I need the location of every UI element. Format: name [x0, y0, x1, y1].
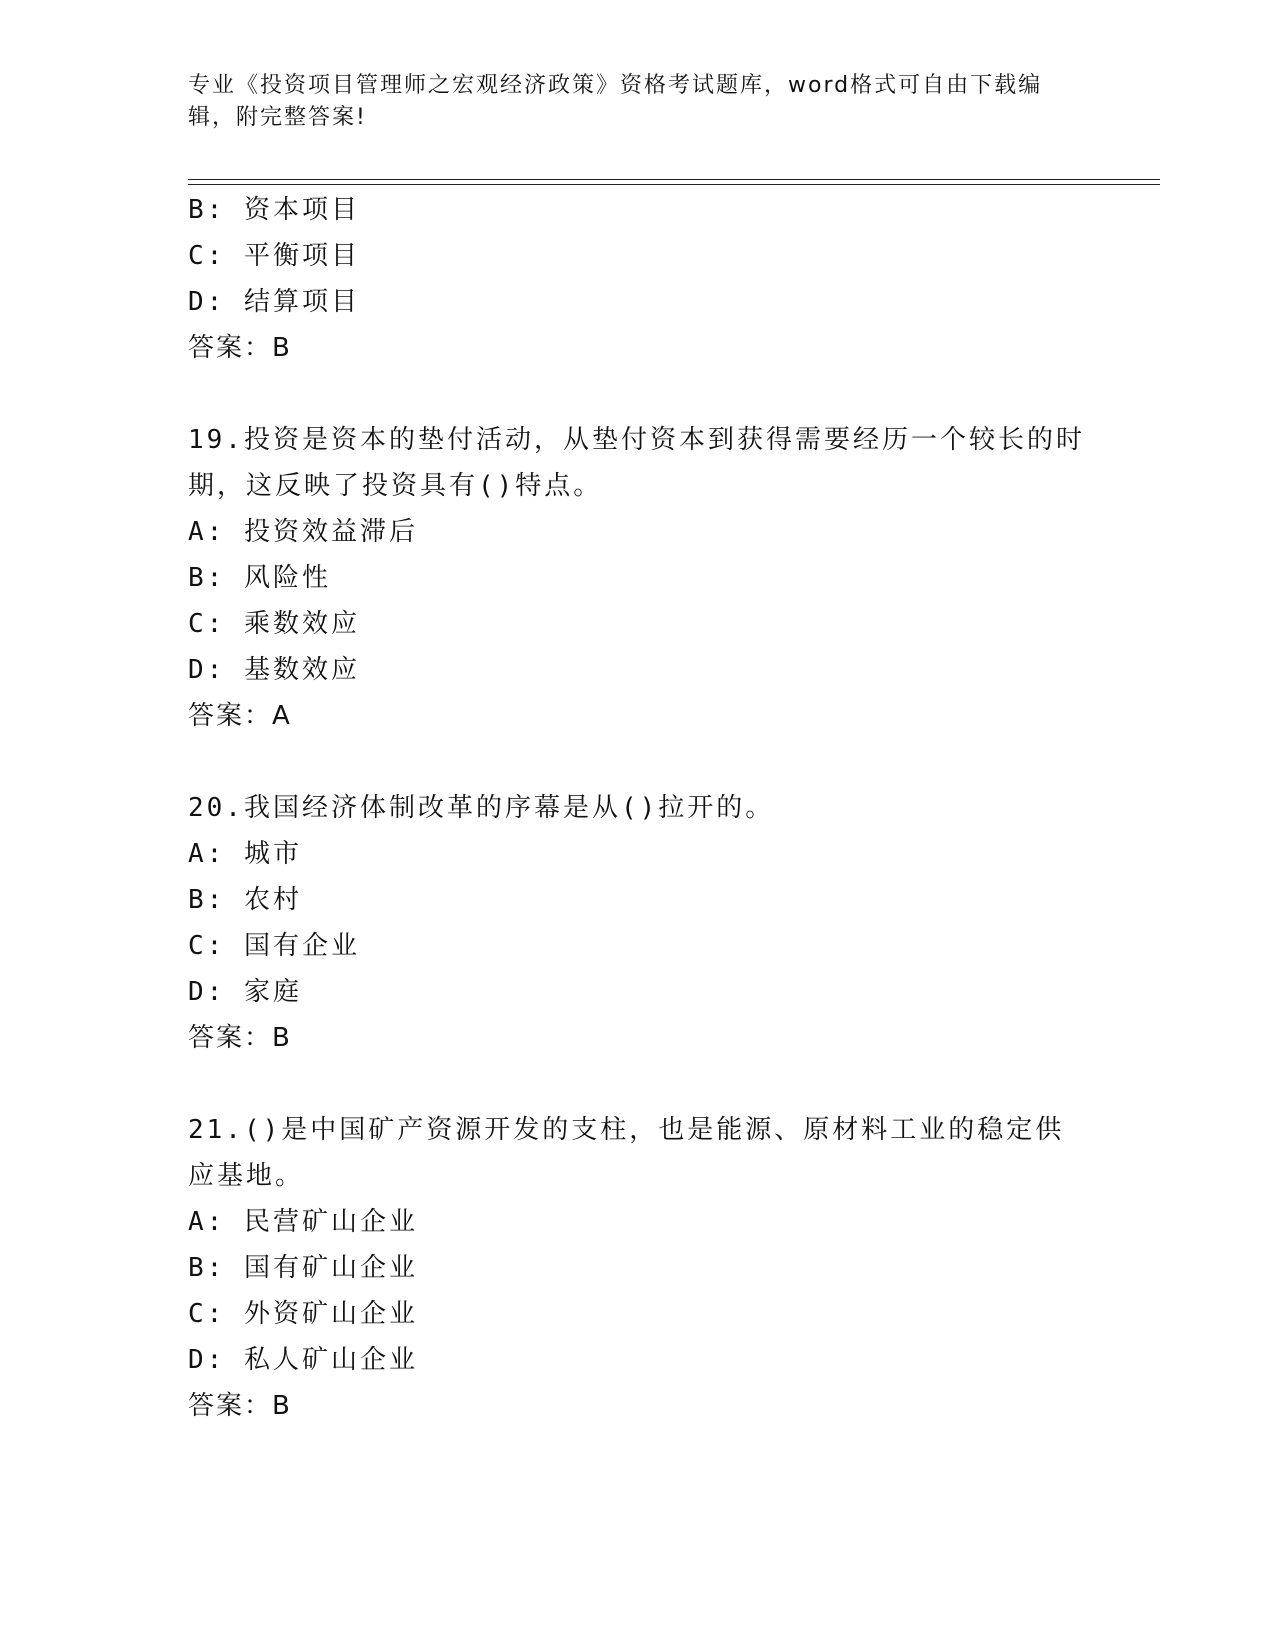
question-stem: 20.我国经济体制改革的序幕是从()拉开的。 [188, 793, 775, 823]
partial-question [188, 187, 1088, 371]
option-c: C: 外资矿山企业 [188, 1299, 418, 1329]
option-b: B: 资本项目 [188, 195, 360, 225]
option-c: C: 国有企业 [188, 931, 360, 961]
option-b: B: 农村 [188, 885, 302, 915]
question-21 [188, 1107, 1088, 1429]
option-c: C: 乘数效应 [188, 609, 360, 639]
option-a: A: 投资效益滞后 [188, 517, 418, 547]
option-d: D: 私人矿山企业 [188, 1345, 418, 1375]
question-stem: 21.()是中国矿产资源开发的支柱，也是能源、原材料工业的稳定供应基地。 [188, 1115, 1065, 1191]
option-c: C: 平衡项目 [188, 241, 360, 271]
option-a: A: 城市 [188, 839, 302, 869]
option-a: A: 民营矿山企业 [188, 1207, 418, 1237]
option-d: D: 家庭 [188, 977, 302, 1007]
option-b: B: 国有矿山企业 [188, 1253, 418, 1283]
option-d: D: 结算项目 [188, 287, 360, 317]
answer-line: 答案：B [188, 333, 292, 363]
answer-line: 答案：B [188, 1391, 292, 1421]
option-d: D: 基数效应 [188, 655, 360, 685]
question-stem: 19.投资是资本的垫付活动，从垫付资本到获得需要经历一个较长的时期，这反映了投资具有()特点。 [188, 425, 1085, 501]
page-header: 专业《投资项目管理师之宏观经济政策》资格考试题库，word格式可自由下载编辑，附完整答案! [188, 73, 1043, 130]
question-list [188, 187, 1088, 1429]
answer-line: 答案：A [188, 701, 292, 731]
question-20 [188, 785, 1088, 1061]
header-divider [188, 179, 1160, 185]
question-19 [188, 417, 1088, 739]
option-b: B: 风险性 [188, 563, 331, 593]
answer-line: 答案：B [188, 1023, 292, 1053]
